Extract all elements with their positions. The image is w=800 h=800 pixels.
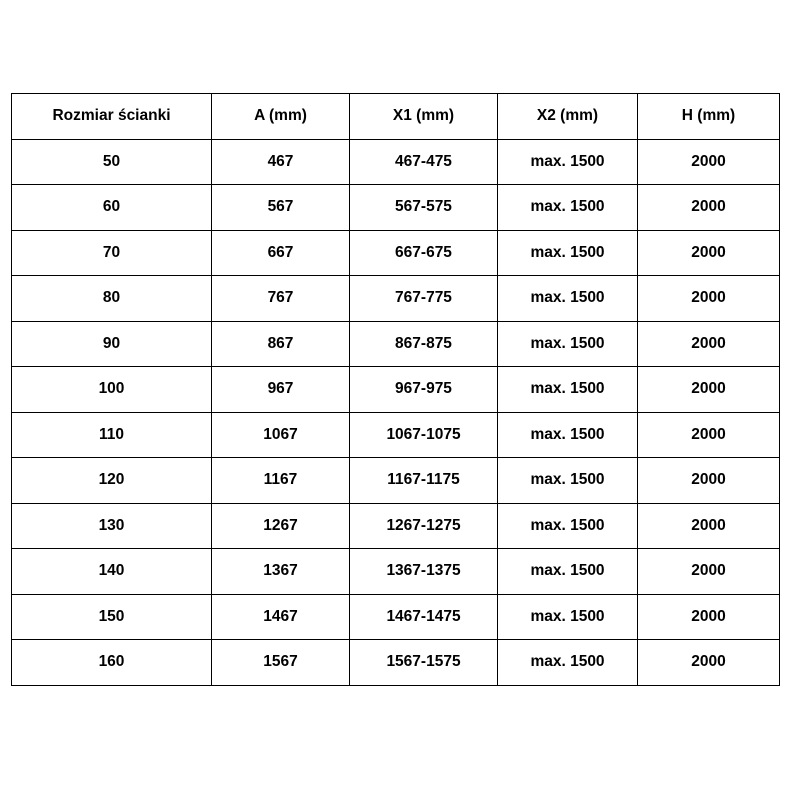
cell-x1: 567-575 bbox=[350, 185, 498, 231]
table-row bbox=[12, 139, 780, 185]
cell-h: 2000 bbox=[638, 412, 780, 458]
table-row bbox=[12, 549, 780, 595]
table-row bbox=[12, 276, 780, 322]
cell-x1: 1467-1475 bbox=[350, 594, 498, 640]
cell-x2: max. 1500 bbox=[498, 503, 638, 549]
cell-size: 70 bbox=[12, 230, 212, 276]
cell-x1: 667-675 bbox=[350, 230, 498, 276]
cell-x2: max. 1500 bbox=[498, 367, 638, 413]
cell-a: 767 bbox=[212, 276, 350, 322]
table-body bbox=[12, 139, 780, 685]
cell-h: 2000 bbox=[638, 276, 780, 322]
cell-a: 1467 bbox=[212, 594, 350, 640]
cell-size: 100 bbox=[12, 367, 212, 413]
column-header-x2: X2 (mm) bbox=[498, 94, 638, 140]
cell-size: 120 bbox=[12, 458, 212, 504]
cell-h: 2000 bbox=[638, 594, 780, 640]
cell-x2: max. 1500 bbox=[498, 230, 638, 276]
cell-x1: 1067-1075 bbox=[350, 412, 498, 458]
cell-h: 2000 bbox=[638, 321, 780, 367]
cell-size: 60 bbox=[12, 185, 212, 231]
cell-size: 110 bbox=[12, 412, 212, 458]
cell-x2: max. 1500 bbox=[498, 412, 638, 458]
table-row bbox=[12, 185, 780, 231]
cell-a: 967 bbox=[212, 367, 350, 413]
cell-a: 867 bbox=[212, 321, 350, 367]
cell-x1: 867-875 bbox=[350, 321, 498, 367]
cell-x2: max. 1500 bbox=[498, 276, 638, 322]
spec-table bbox=[11, 93, 780, 686]
table-row bbox=[12, 640, 780, 686]
table-row bbox=[12, 412, 780, 458]
cell-a: 1067 bbox=[212, 412, 350, 458]
cell-x1: 467-475 bbox=[350, 139, 498, 185]
cell-x2: max. 1500 bbox=[498, 549, 638, 595]
cell-x1: 1567-1575 bbox=[350, 640, 498, 686]
cell-a: 567 bbox=[212, 185, 350, 231]
cell-a: 667 bbox=[212, 230, 350, 276]
cell-a: 1267 bbox=[212, 503, 350, 549]
cell-size: 80 bbox=[12, 276, 212, 322]
table-header bbox=[12, 94, 780, 140]
cell-x1: 767-775 bbox=[350, 276, 498, 322]
cell-h: 2000 bbox=[638, 503, 780, 549]
table-row bbox=[12, 503, 780, 549]
cell-h: 2000 bbox=[638, 367, 780, 413]
cell-a: 467 bbox=[212, 139, 350, 185]
cell-a: 1167 bbox=[212, 458, 350, 504]
table-row bbox=[12, 321, 780, 367]
column-header-h: H (mm) bbox=[638, 94, 780, 140]
cell-x2: max. 1500 bbox=[498, 594, 638, 640]
cell-x2: max. 1500 bbox=[498, 185, 638, 231]
cell-size: 160 bbox=[12, 640, 212, 686]
cell-x2: max. 1500 bbox=[498, 640, 638, 686]
cell-a: 1567 bbox=[212, 640, 350, 686]
cell-a: 1367 bbox=[212, 549, 350, 595]
column-header-a: A (mm) bbox=[212, 94, 350, 140]
table-row bbox=[12, 594, 780, 640]
column-header-rozmiar-scianki: Rozmiar ścianki bbox=[12, 94, 212, 140]
table-header-row bbox=[12, 94, 780, 140]
cell-h: 2000 bbox=[638, 139, 780, 185]
table-row bbox=[12, 367, 780, 413]
cell-x2: max. 1500 bbox=[498, 139, 638, 185]
cell-size: 50 bbox=[12, 139, 212, 185]
cell-x2: max. 1500 bbox=[498, 458, 638, 504]
cell-size: 140 bbox=[12, 549, 212, 595]
cell-h: 2000 bbox=[638, 458, 780, 504]
table-row bbox=[12, 458, 780, 504]
cell-size: 130 bbox=[12, 503, 212, 549]
cell-h: 2000 bbox=[638, 230, 780, 276]
cell-h: 2000 bbox=[638, 185, 780, 231]
cell-x2: max. 1500 bbox=[498, 321, 638, 367]
cell-h: 2000 bbox=[638, 640, 780, 686]
cell-x1: 1167-1175 bbox=[350, 458, 498, 504]
cell-x1: 1367-1375 bbox=[350, 549, 498, 595]
cell-size: 90 bbox=[12, 321, 212, 367]
cell-h: 2000 bbox=[638, 549, 780, 595]
cell-x1: 967-975 bbox=[350, 367, 498, 413]
table-row bbox=[12, 230, 780, 276]
column-header-x1: X1 (mm) bbox=[350, 94, 498, 140]
spec-table-container bbox=[11, 93, 779, 686]
cell-x1: 1267-1275 bbox=[350, 503, 498, 549]
cell-size: 150 bbox=[12, 594, 212, 640]
